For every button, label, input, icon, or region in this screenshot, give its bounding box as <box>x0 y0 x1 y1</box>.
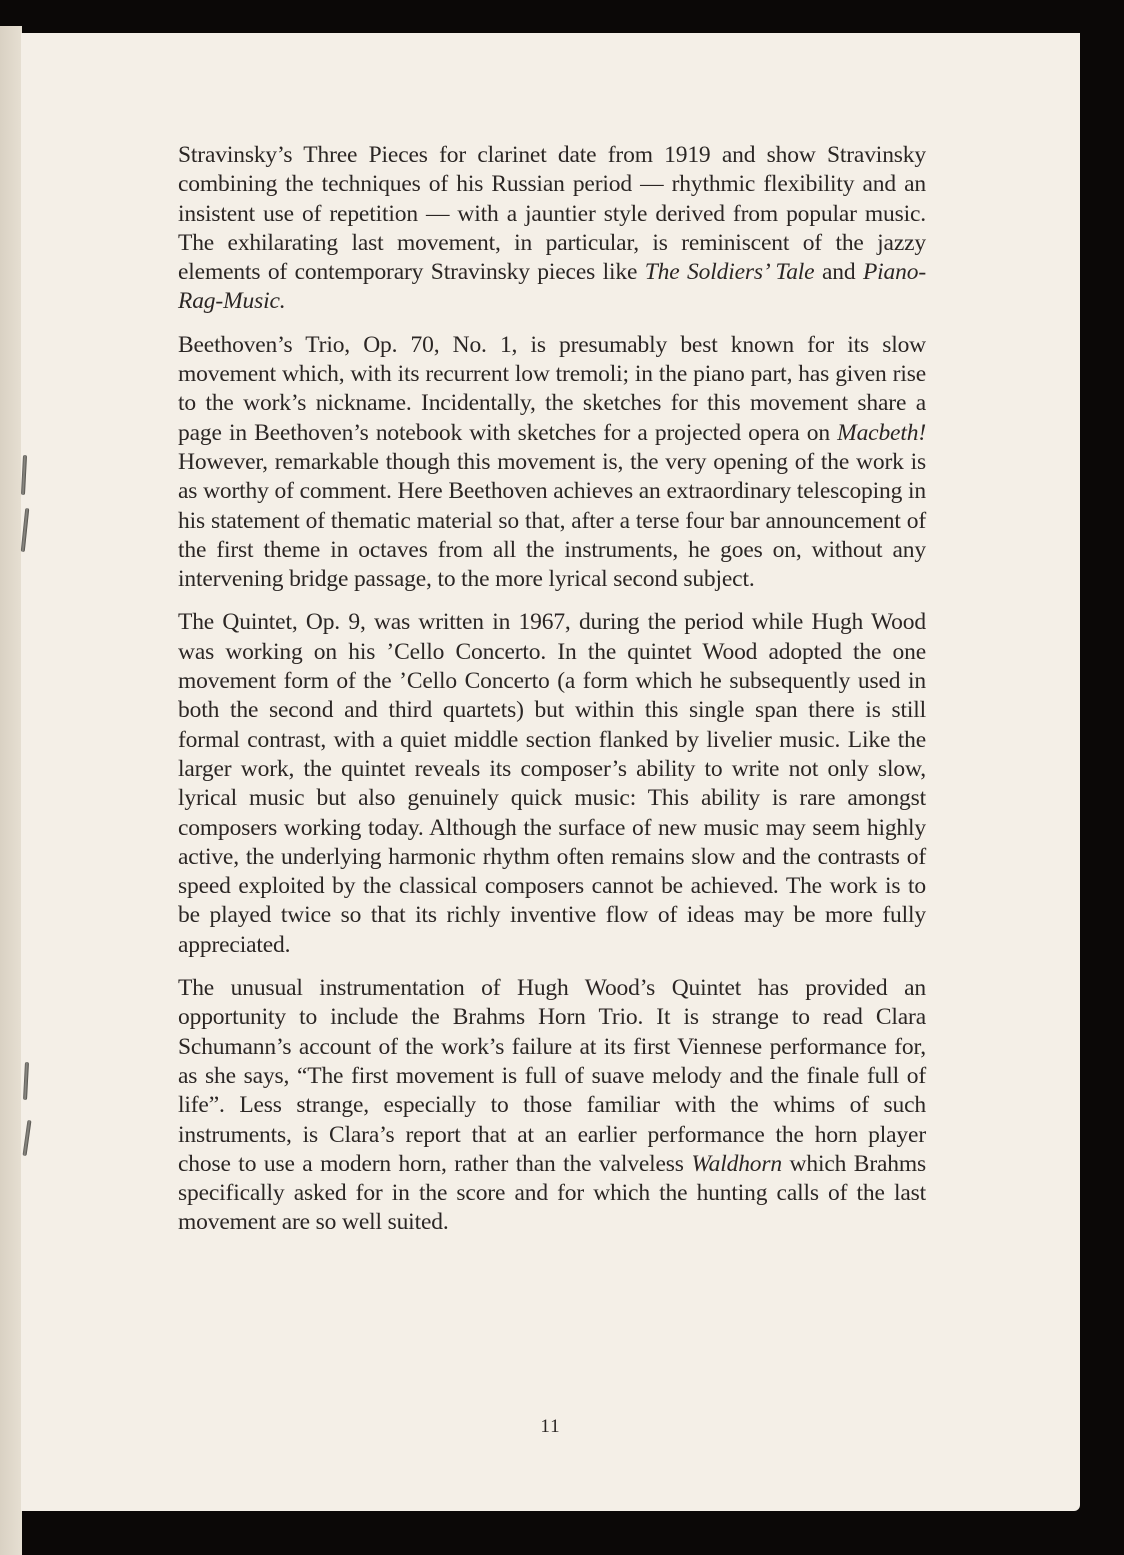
text-segment: which Brahms specifically asked for in the score and for which the hunting calls of the last movement are so well suited. <box>178 1150 926 1236</box>
text-segment: Beethoven’s Trio, Op. 70, No. 1, is presumably best known for its slow movement which, with its recurrent low tremoli; in the piano part, has given rise to the work’s nickname. Incidentally, the sketches for this movement share a page in Beethoven’s notebook with sketches for a projected opera on <box>178 331 926 446</box>
paragraph-beethoven <box>178 331 926 595</box>
booklet-page <box>21 33 1080 1511</box>
term-waldhorn: Waldhorn <box>691 1150 782 1177</box>
page-number: 11 <box>540 1416 561 1437</box>
text-segment: The Quintet, Op. 9, was written in 1967, during the period while Hugh Wood was working on his ’Cello Concerto. In the quintet Wood adopted the one movement form of the ’Cello Concerto (a form which he subsequently used in both the second and third quartets) but within this single span there is still formal contrast, with a quiet middle section flanked by livelier music. Like the larger work, the quintet reveals its composer’s ability to write not only slow, lyrical music but also genuinely quick music: This ability is rare amongst composers working today. Although the surface of new music may seem highly active, the underlying harmonic rhythm often remains slow and the contrasts of speed exploited by the classical composers cannot be achieved. The work is to be played twice so that its richly inventive flow of ideas may be more fully appreciated. <box>178 609 926 958</box>
work-title-soldiers-tale: The Soldiers’ Tale <box>644 259 815 286</box>
text-segment: Stravinsky’s Three Pieces for clarinet date from 1919 and show Stravinsky combining the techniques of his Russian period — rhythmic flexibility and an insistent use of repetition — with a jauntier style derived from popular music. The exhilarating last movement, in particular, is reminiscent of the jazzy elements of contemporary Stravinsky pieces like <box>178 142 926 286</box>
text-segment: However, remarkable though this movement is, the very opening of the work is as worthy of comment. Here Beethoven achieves an extraordinary telescoping in his statement of thematic material so that, after a terse four bar announcement of the first theme in octaves from all the instruments, he goes on, without any intervening bridge passage, to the more lyrical second subject. <box>178 448 926 593</box>
paragraph-quintet <box>178 608 926 960</box>
paragraph-stravinsky <box>178 141 926 317</box>
work-title-macbeth: Macbeth! <box>837 419 926 446</box>
booklet-gutter <box>0 26 22 1555</box>
paragraph-brahms <box>178 974 926 1238</box>
text-segment: and <box>814 259 863 286</box>
work-title-piano-rag-music: Piano-Rag-Music. <box>178 259 926 315</box>
text-segment: The unusual instrumentation of Hugh Wood’s Quintet has provided an opportunity to include the Brahms Horn Trio. It is strange to read Clara Schumann’s account of the work’s failure at its first Viennese performance for, as she says, “The first movement is full of suave melody and the finale full of life”. Less strange, especially to those familiar with the whims of such instruments, is Clara’s report that at an earlier performance the horn player chose to use a modern horn, rather than the valveless <box>178 975 926 1177</box>
body-text <box>178 141 926 1252</box>
